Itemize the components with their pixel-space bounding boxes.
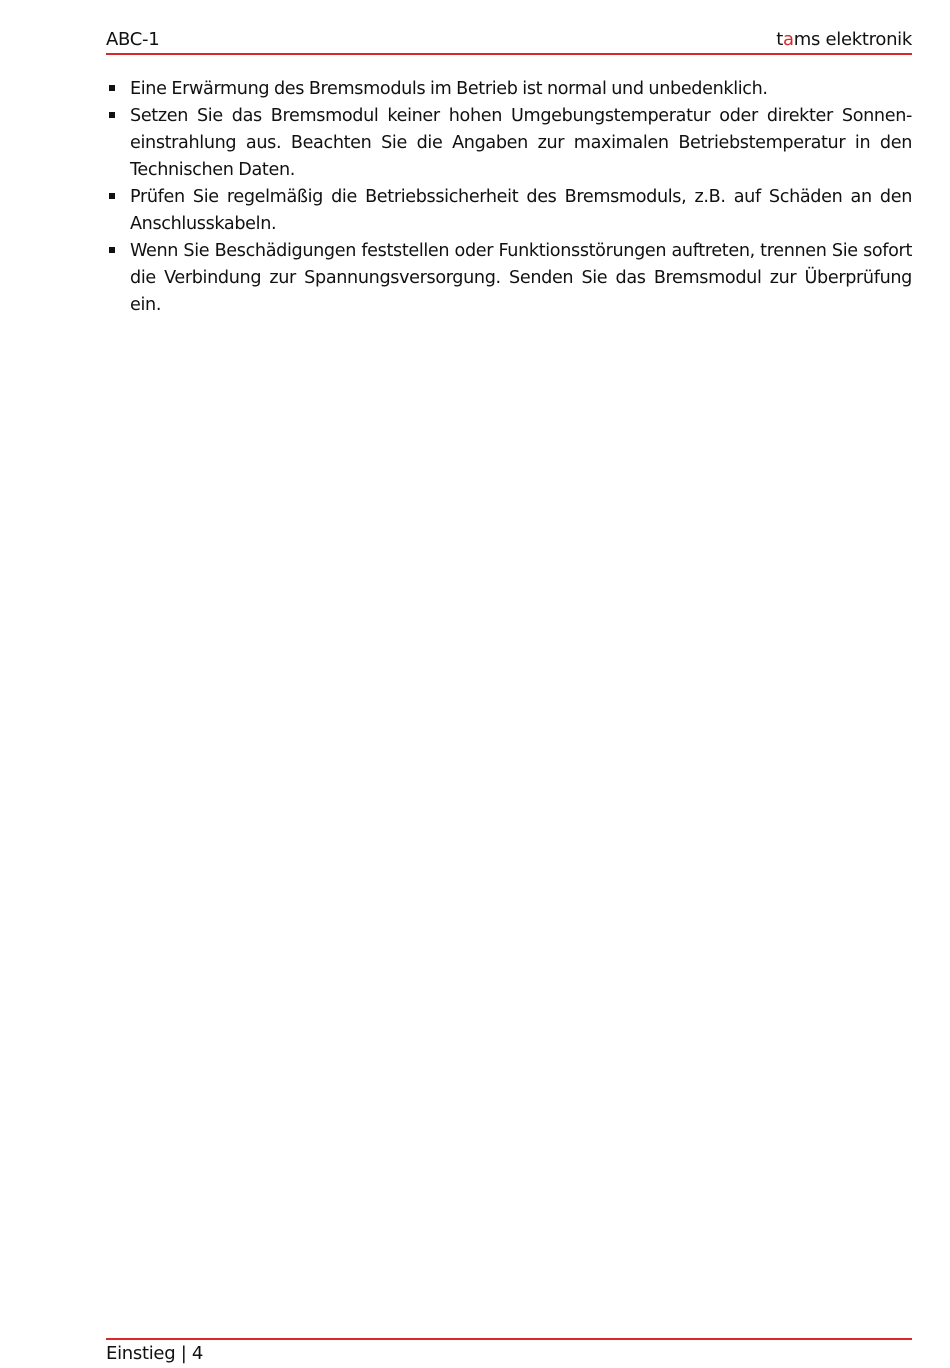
square-bullet-icon <box>109 85 115 91</box>
square-bullet-icon <box>109 193 115 199</box>
brand-rest: ms elektronik <box>793 29 912 50</box>
list-item-text: Eine Erwärmung des Bremsmoduls im Betrieb ist normal und unbedenklich. <box>130 79 768 99</box>
list-item <box>106 76 912 103</box>
footer-section-page: Einstieg | 4 <box>106 1343 204 1364</box>
list-item <box>106 184 912 238</box>
list-item <box>106 238 912 319</box>
safety-bullet-list <box>106 76 912 319</box>
list-item-text: Setzen Sie das Bremsmodul keiner hohen Umgebungstemperatur oder direkter Sonnen-einstrahlung aus. Beachten Sie die Angaben zur maximalen Betriebstemperatur in den Technischen Daten. <box>130 106 912 180</box>
document-title: ABC-1 <box>106 29 160 50</box>
brand-letter-t: t <box>776 29 784 50</box>
footer-rule <box>106 1338 912 1340</box>
brand-name <box>776 29 912 50</box>
list-item-text: Wenn Sie Beschädigungen feststellen oder Funktionsstörungen auftreten, trennen Sie sofort die Verbindung zur Spannungsversorgung. Senden Sie das Bremsmodul zur Überprüfung ein. <box>130 241 912 315</box>
list-item-text: Prüfen Sie regelmäßig die Betriebssicherheit des Bremsmoduls, z.B. auf Schäden an den Anschlusskabeln. <box>130 187 912 234</box>
square-bullet-icon <box>109 112 115 118</box>
brand-letter-a: a <box>783 29 794 50</box>
page-footer <box>106 1343 203 1364</box>
square-bullet-icon <box>109 247 115 253</box>
page-content <box>106 76 912 319</box>
header-rule <box>106 53 912 55</box>
page-header <box>106 26 912 50</box>
list-item <box>106 103 912 184</box>
